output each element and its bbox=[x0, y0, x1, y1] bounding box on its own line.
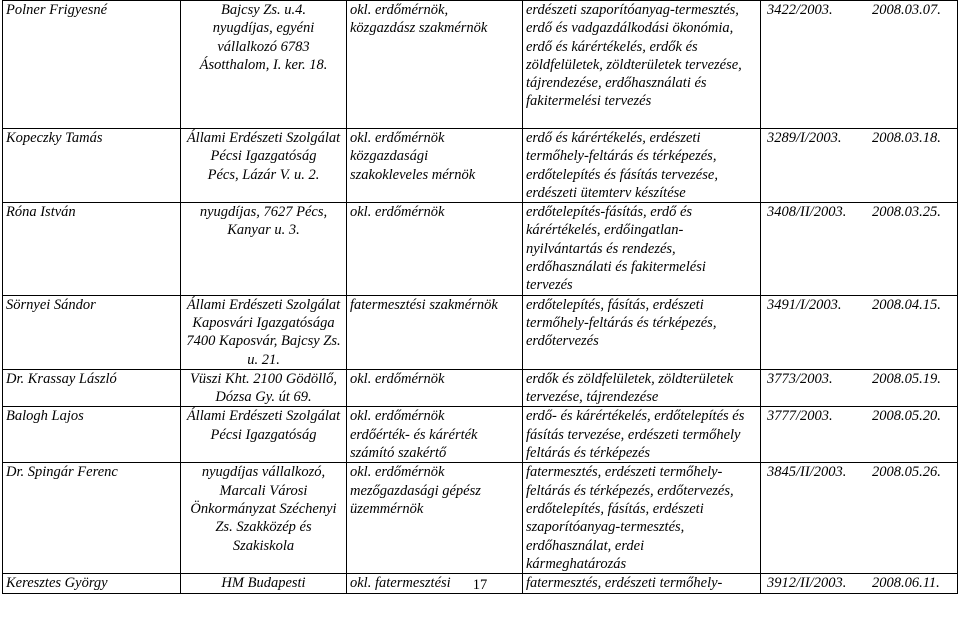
registration-date: 2008.05.19. bbox=[872, 370, 941, 387]
registration-cell bbox=[761, 203, 958, 295]
workplace-address bbox=[181, 129, 347, 203]
qualification-line: számító szakértő bbox=[350, 445, 447, 462]
workplace-address-line: Zs. Szakközép és bbox=[215, 519, 312, 536]
specialty-line: erdőhasználat, erdei bbox=[526, 537, 645, 554]
specialty bbox=[523, 295, 761, 369]
workplace-address bbox=[181, 295, 347, 369]
table-row bbox=[3, 463, 958, 574]
registration-cell bbox=[761, 369, 958, 407]
table-row bbox=[3, 1, 958, 129]
person-name: Polner Frigyesné bbox=[3, 1, 181, 129]
qualification bbox=[347, 369, 523, 407]
specialty-line: feltárás és térképezés, erdőtervezés, bbox=[526, 482, 734, 499]
registry-table-body bbox=[3, 1, 958, 594]
registration-number: 3408/II/2003. bbox=[767, 204, 847, 221]
specialty-line: erdészeti ütemterv készítése bbox=[526, 184, 686, 201]
person-name: Sörnyei Sándor bbox=[3, 295, 181, 369]
specialty-line: erdő és vadgazdálkodási ökonómia, bbox=[526, 20, 734, 37]
specialty-line: erdőtelepítés-fásítás, erdő és bbox=[526, 204, 693, 221]
registration-number: 3912/II/2003. bbox=[767, 575, 847, 592]
specialty-line: kárértékelés, erdőingatlan- bbox=[526, 222, 684, 239]
specialty-line: erdő és kárértékelés, erdészeti bbox=[526, 130, 701, 146]
workplace-address-line: Állami Erdészeti Szolgálat bbox=[186, 408, 341, 425]
specialty-line: fatermesztés, erdészeti termőhely- bbox=[526, 575, 723, 592]
workplace-address-line: Kaposvári Igazgatósága bbox=[192, 314, 335, 331]
registration-number: 3845/II/2003. bbox=[767, 464, 847, 481]
workplace-address-line: nyugdíjas, 7627 Pécs, bbox=[199, 204, 328, 221]
registration-date: 2008.05.26. bbox=[872, 464, 941, 481]
specialty-line: termőhely-feltárás és térképezés, bbox=[526, 314, 717, 331]
qualification-line: okl. erdőmérnök bbox=[350, 204, 445, 221]
registration-number: 3491/I/2003. bbox=[767, 296, 842, 313]
qualification-line: szakokleveles mérnök bbox=[350, 166, 476, 183]
workplace-address-line: Állami Erdészeti Szolgálat bbox=[186, 296, 341, 313]
specialty-line: fásítás tervezése, erdészeti termőhely bbox=[526, 426, 741, 443]
registration-number: 3777/2003. bbox=[767, 408, 833, 425]
specialty-line: tájrendezése, erdőhasználati és bbox=[526, 75, 707, 92]
table-row bbox=[3, 129, 958, 203]
specialty-line: zöldfelületek, zöldterületek tervezése, bbox=[526, 56, 742, 73]
workplace-address bbox=[181, 463, 347, 574]
registration-number: 3773/2003. bbox=[767, 370, 833, 387]
workplace-address-line: nyugdíjas, egyéni bbox=[212, 20, 315, 37]
qualification bbox=[347, 203, 523, 295]
workplace-address-line: Vüszi Kht. 2100 Gödöllő, bbox=[189, 370, 338, 387]
registration-date: 2008.03.18. bbox=[872, 130, 941, 146]
person-name: Dr. Krassay László bbox=[3, 369, 181, 407]
workplace-address-line: Bajcsy Zs. u.4. bbox=[221, 2, 306, 18]
qualification-line: erdőérték- és kárérték bbox=[350, 426, 478, 443]
table-row bbox=[3, 295, 958, 369]
workplace-address-line: u. 21. bbox=[247, 351, 280, 368]
table-row bbox=[3, 407, 958, 463]
specialty-line: nyilvántartás és rendezés, bbox=[526, 240, 676, 257]
workplace-address-line: vállalkozó 6783 bbox=[217, 38, 310, 55]
specialty-line: tervezése, tájrendezése bbox=[526, 389, 659, 406]
specialty-line: szaporítóanyag-termesztés, bbox=[526, 519, 685, 536]
page-number: 17 bbox=[472, 577, 488, 593]
qualification-line: fatermesztési szakmérnök bbox=[350, 296, 498, 313]
registration-number: 3422/2003. bbox=[767, 2, 833, 18]
workplace-address bbox=[181, 203, 347, 295]
person-name: Kopeczky Tamás bbox=[3, 129, 181, 203]
specialty-line: termőhely-feltárás és térképezés, bbox=[526, 148, 717, 165]
qualification bbox=[347, 129, 523, 203]
qualification-line: okl. fatermesztési bbox=[350, 575, 451, 592]
specialty-line: erdőtervezés bbox=[526, 333, 599, 350]
specialty-line: kármeghatározás bbox=[526, 555, 627, 572]
workplace-address bbox=[181, 369, 347, 407]
workplace-address-line: Dózsa Gy. út 69. bbox=[215, 389, 312, 406]
person-name: Róna István bbox=[3, 203, 181, 295]
specialty bbox=[523, 369, 761, 407]
workplace-address bbox=[181, 1, 347, 129]
registration-date: 2008.03.07. bbox=[872, 2, 941, 18]
person-name: Dr. Spingár Ferenc bbox=[3, 463, 181, 574]
registration-cell bbox=[761, 129, 958, 203]
registry-table bbox=[2, 0, 958, 594]
workplace-address-line: Állami Erdészeti Szolgálat bbox=[186, 130, 341, 146]
qualification bbox=[347, 407, 523, 463]
specialty bbox=[523, 407, 761, 463]
registration-number: 3289/I/2003. bbox=[767, 130, 842, 146]
qualification-line: üzemmérnök bbox=[350, 500, 424, 517]
qualification-line: okl. erdőmérnök, bbox=[350, 2, 449, 18]
table-row bbox=[3, 203, 958, 295]
workplace-address-line: 7400 Kaposvár, Bajcsy Zs. bbox=[186, 333, 341, 350]
registration-date: 2008.03.25. bbox=[872, 204, 941, 221]
workplace-address-line: nyugdíjas vállalkozó, bbox=[201, 464, 326, 481]
registration-cell bbox=[761, 407, 958, 463]
workplace-address-line: Marcali Városi bbox=[219, 482, 308, 499]
specialty bbox=[523, 463, 761, 574]
qualification-line: közgazdasági bbox=[350, 148, 429, 165]
workplace-address-line: Kanyar u. 3. bbox=[227, 222, 300, 239]
workplace-address-line: Pécs, Lázár V. u. 2. bbox=[207, 166, 320, 183]
workplace-address-line: Pécsi Igazgatóság bbox=[210, 148, 317, 165]
qualification bbox=[347, 463, 523, 574]
qualification-line: okl. erdőmérnök bbox=[350, 130, 445, 146]
specialty-line: erdők és zöldfelületek, zöldterületek bbox=[526, 370, 734, 387]
registration-cell bbox=[761, 463, 958, 574]
qualification bbox=[347, 1, 523, 129]
workplace-address-line: Szakiskola bbox=[232, 537, 295, 554]
table-row bbox=[3, 369, 958, 407]
person-name: Keresztes György bbox=[3, 574, 181, 594]
specialty-line: tervezés bbox=[526, 277, 573, 294]
specialty-line: erdő- és kárértékelés, erdőtelepítés és bbox=[526, 408, 745, 425]
qualification bbox=[347, 295, 523, 369]
specialty-line: erdőhasználati és fakitermelési bbox=[526, 259, 706, 276]
qualification-line: okl. erdőmérnök bbox=[350, 408, 445, 425]
specialty bbox=[523, 203, 761, 295]
registration-cell bbox=[761, 295, 958, 369]
specialty-line: erdőtelepítés, fásítás, erdészeti bbox=[526, 500, 704, 517]
specialty-line: erdőtelepítés, fásítás, erdészeti bbox=[526, 296, 704, 313]
workplace-address-line: Pécsi Igazgatóság bbox=[210, 426, 317, 443]
qualification-line: mezőgazdasági gépész bbox=[350, 482, 481, 499]
qualification-line: közgazdász szakmérnök bbox=[350, 20, 488, 37]
workplace-address-line: Önkormányzat Széchenyi bbox=[190, 500, 337, 517]
registration-date: 2008.06.11. bbox=[872, 575, 940, 592]
workplace-address bbox=[181, 407, 347, 463]
specialty-line: fatermesztés, erdészeti termőhely- bbox=[526, 464, 723, 481]
specialty-line: erdő és kárértékelés, erdők és bbox=[526, 38, 698, 55]
specialty bbox=[523, 129, 761, 203]
person-name: Balogh Lajos bbox=[3, 407, 181, 463]
specialty-line: erdészeti szaporítóanyag-termesztés, bbox=[526, 2, 739, 18]
qualification-line: okl. erdőmérnök bbox=[350, 370, 445, 387]
registration-date: 2008.04.15. bbox=[872, 296, 941, 313]
specialty-line: feltárás és térképezés bbox=[526, 445, 651, 462]
qualification-line: okl. erdőmérnök bbox=[350, 464, 445, 481]
specialty-line: erdőtelepítés és fásítás tervezése, bbox=[526, 166, 718, 183]
workplace-address-line: Ásotthalom, I. ker. 18. bbox=[199, 56, 328, 73]
specialty bbox=[523, 1, 761, 129]
registration-date: 2008.05.20. bbox=[872, 408, 941, 425]
workplace-address-line: HM Budapesti bbox=[221, 575, 306, 592]
registration-cell bbox=[761, 1, 958, 129]
specialty-line: fakitermelési tervezés bbox=[526, 93, 652, 110]
